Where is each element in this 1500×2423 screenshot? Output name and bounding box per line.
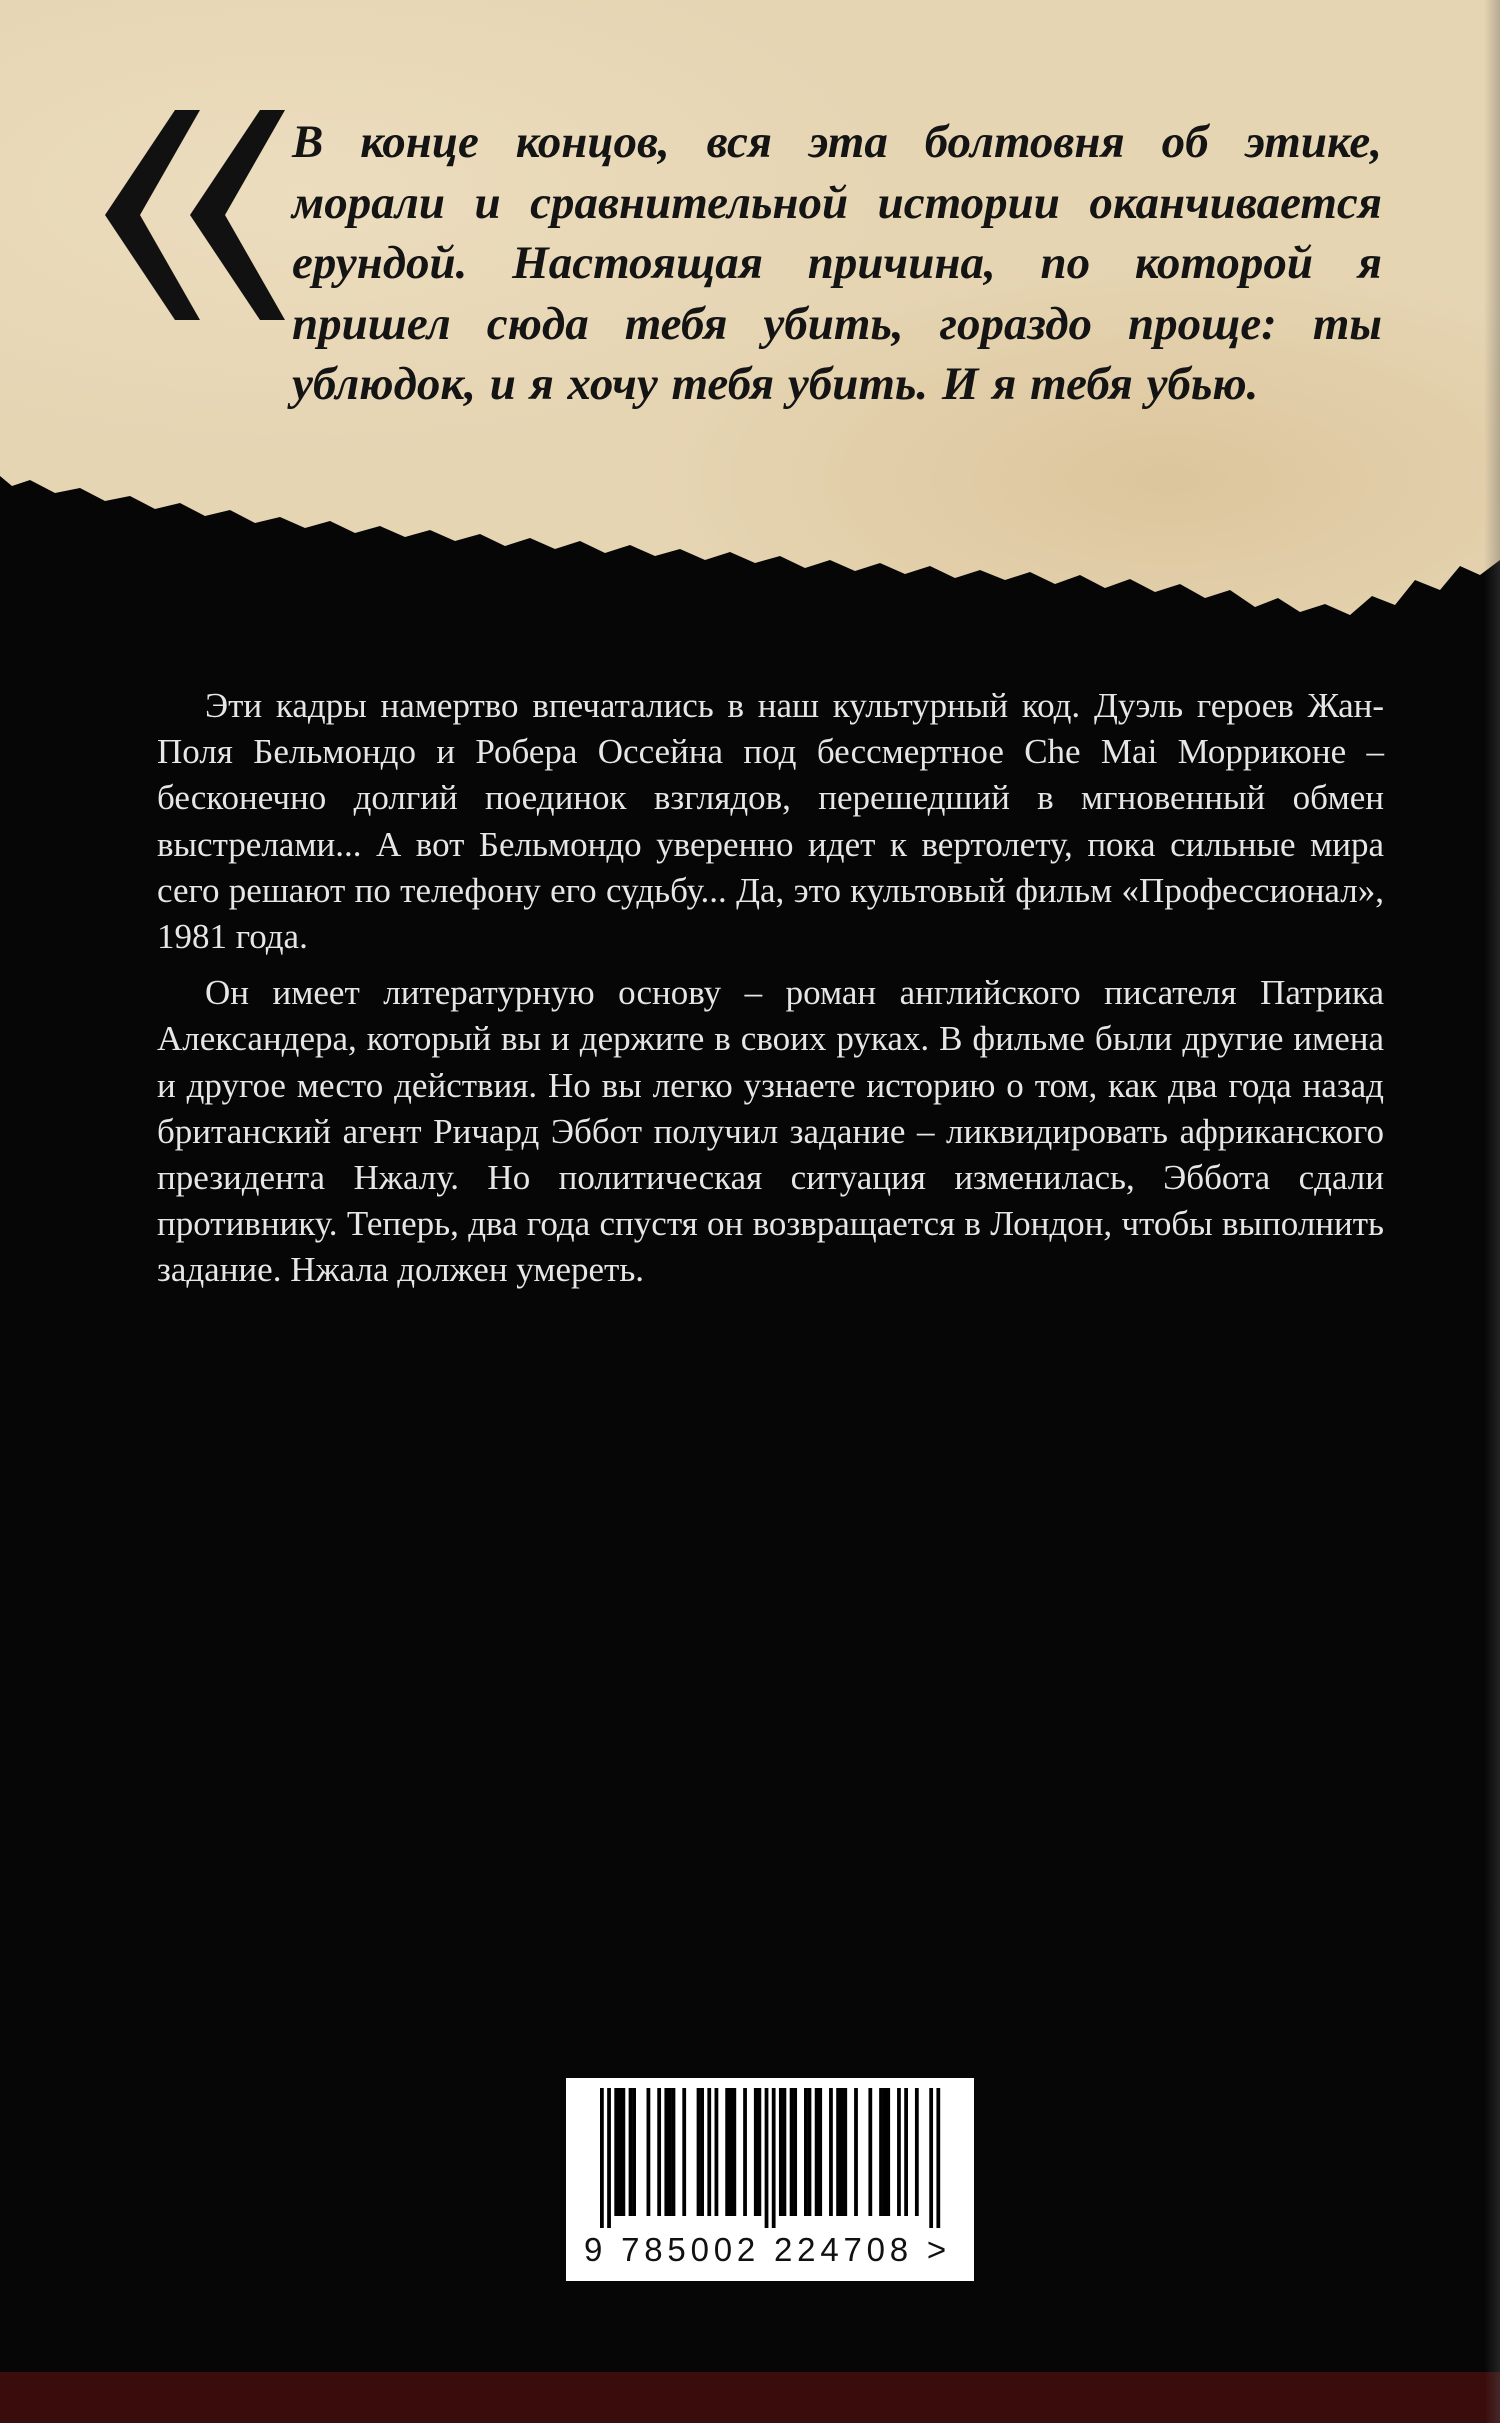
- bottom-edge-strip: [0, 2372, 1500, 2423]
- barcode-bar: [629, 2088, 633, 2216]
- barcode-bar: [829, 2088, 833, 2216]
- barcode-bar: [765, 2088, 769, 2228]
- barcode-bar: [715, 2088, 719, 2216]
- barcode-bar: [783, 2088, 787, 2216]
- barcode-bar: [772, 2088, 776, 2228]
- barcode-bar: [808, 2088, 812, 2216]
- barcode-bar: [732, 2088, 736, 2216]
- barcode-bar: [607, 2088, 611, 2228]
- barcode-bar: [868, 2088, 872, 2216]
- description-paragraph-1: Эти кадры намертво впечатались в наш культурный код. Дуэль героев Жан-Поля Бельмондо и Робера Оссейна под бессмертное Che Mai Морриконе – бесконечно долгий поединок взглядов, перешедший в мгновенный обмен выстрелами... А вот Бельмондо уверенно идет к вертолету, пока сильные мира сего решают по телефону его судьбу... Да, это культовый фильм «Профессионал», 1981 года.: [157, 686, 1384, 957]
- barcode-bar: [729, 2088, 733, 2216]
- barcode-bar: [886, 2088, 890, 2216]
- barcode-bar: [757, 2088, 761, 2216]
- barcode-bar: [836, 2088, 840, 2216]
- barcode-bar: [818, 2088, 822, 2216]
- description-paragraph-2: Он имеет литературную основу – роман английского писателя Патрика Александера, который вы и держите в своих руках. В фильме были другие имена и другое место действия. Но вы легко узнаете историю о том, как два года назад британский агент Ричард Эббот получил задание – ликвидировать африканского президента Нжалу. Но политическая ситуация изменилась, Эббота сдали противнику. Теперь, два года спустя он возвращается в Лондон, чтобы выполнить задание. Нжала должен умереть.: [157, 973, 1384, 1290]
- barcode-bar: [936, 2088, 940, 2228]
- barcode-bar: [618, 2088, 622, 2216]
- barcode-bar: [647, 2088, 651, 2216]
- barcode-bar: [879, 2088, 883, 2216]
- barcode-bar: [779, 2088, 783, 2216]
- barcode-bars: [580, 2088, 960, 2228]
- barcode-bar: [697, 2088, 701, 2216]
- barcode-bar: [632, 2088, 636, 2216]
- barcode-bar: [621, 2088, 625, 2216]
- barcode-bar: [840, 2088, 844, 2216]
- barcode-bar: [664, 2088, 668, 2216]
- barcode-bar: [915, 2088, 919, 2216]
- book-description: [157, 683, 1384, 1304]
- barcode-bar: [897, 2088, 901, 2216]
- barcode-bar: [600, 2088, 604, 2228]
- barcode-bar: [843, 2088, 847, 2216]
- barcode-bar: [854, 2088, 858, 2216]
- isbn-barcode: [566, 2078, 974, 2281]
- barcode-bar: [804, 2088, 808, 2216]
- barcode-bar: [700, 2088, 704, 2216]
- barcode-bar: [657, 2088, 661, 2216]
- barcode-number: 9 785002 224708 >: [584, 2231, 951, 2268]
- quote-mark-icon: [100, 110, 290, 320]
- barcode-bar: [929, 2088, 933, 2228]
- pull-quote: В конце концов, вся эта болтовня об этике, морали и сравнительной истории оканчивается ерундой. Настоящая причина, по которой я пришел сюда тебя убить, гораздо проще: ты ублюдок, и я хочу тебя убить. И я тебя убью.: [292, 116, 1382, 410]
- barcode-bar: [668, 2088, 672, 2216]
- barcode-bar: [883, 2088, 887, 2216]
- barcode-bar: [743, 2088, 747, 2216]
- barcode-bar: [815, 2088, 819, 2216]
- barcode-bar: [793, 2088, 797, 2216]
- barcode-bar: [790, 2088, 794, 2216]
- barcode-bar: [707, 2088, 711, 2216]
- barcode-bar: [614, 2088, 618, 2216]
- barcode-bar: [754, 2088, 758, 2216]
- barcode-bar: [672, 2088, 676, 2216]
- barcode-bar: [904, 2088, 908, 2216]
- barcode-bar: [682, 2088, 686, 2216]
- cover-edge-shadow: [1484, 0, 1500, 2423]
- barcode-bar: [725, 2088, 729, 2216]
